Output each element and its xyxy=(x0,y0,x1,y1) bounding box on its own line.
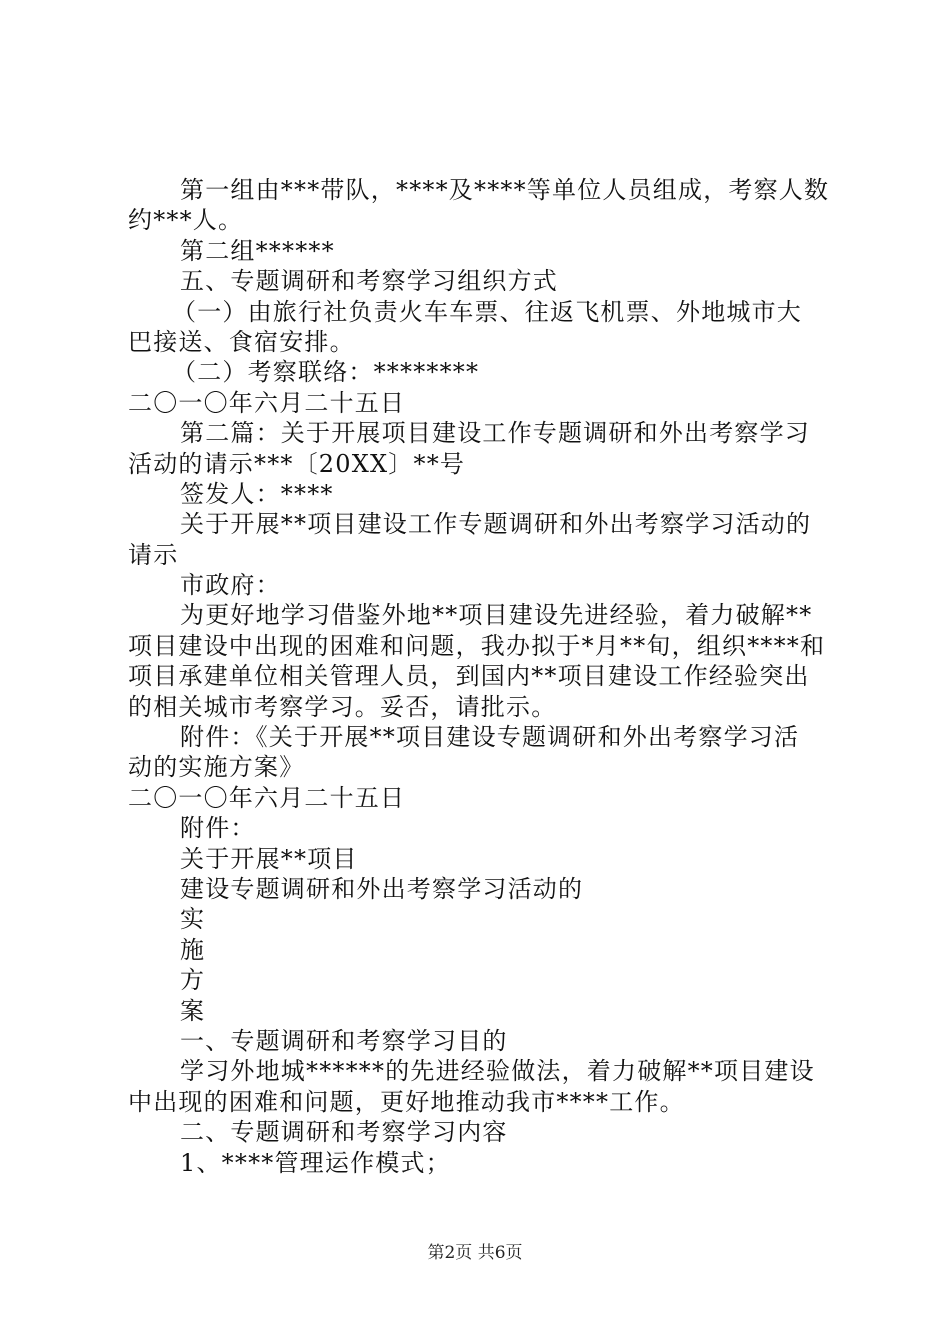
attachment-title: 施 xyxy=(180,935,206,964)
paragraph-line: 项目建设中出现的困难和问题，我办拟于*月**旬，组织****和 xyxy=(128,631,826,660)
attachment-line: 附件：《关于开展**项目建设专题调研和外出考察学习活 xyxy=(180,723,800,752)
attachment-title: 案 xyxy=(180,996,206,1025)
paragraph-line: （一）由旅行社负责火车车票、往返飞机票、外地城市大 xyxy=(172,297,802,326)
document-body xyxy=(128,175,833,1178)
request-title: 关于开展**项目建设工作专题调研和外出考察学习活动的 xyxy=(180,510,812,539)
paragraph-line: （二）考察联络：******** xyxy=(172,358,480,387)
paragraph-line: 巴接送、食宿安排。 xyxy=(128,327,355,356)
paragraph-line: 第二组****** xyxy=(180,236,335,265)
paragraph-line: 学习外地城******的先进经验做法，着力破解**项目建设 xyxy=(180,1057,815,1086)
issuer-line: 签发人：**** xyxy=(180,479,334,508)
attachment-label: 附件： xyxy=(180,814,256,843)
section-heading: 一、专题调研和考察学习目的 xyxy=(180,1026,508,1055)
attachment-line: 动的实施方案》 xyxy=(128,753,305,782)
attachment-title: 方 xyxy=(180,966,206,995)
paragraph-line: 为更好地学习借鉴外地**项目建设先进经验，着力破解** xyxy=(180,601,813,630)
request-title: 请示 xyxy=(128,540,179,569)
date-line: 二〇一〇年六月二十五日 xyxy=(128,388,406,417)
section-heading: 二、专题调研和考察学习内容 xyxy=(180,1118,508,1147)
paragraph-line: 中出现的困难和问题，更好地推动我市****工作。 xyxy=(128,1087,685,1116)
page-number: 第2页 共6页 xyxy=(427,1243,523,1263)
paragraph-line: 的相关城市考察学习。妥否，请批示。 xyxy=(128,692,557,721)
addressee-line: 市政府： xyxy=(180,571,281,600)
chapter-title: 第二篇：关于开展项目建设工作专题调研和外出考察学习 xyxy=(180,419,810,448)
attachment-title: 关于开展**项目 xyxy=(180,844,358,873)
paragraph-line: 项目承建单位相关管理人员，到国内**项目建设工作经验突出 xyxy=(128,662,810,691)
paragraph-line: 约***人。 xyxy=(128,206,244,235)
paragraph-line: 第一组由***带队，****及****等单位人员组成，考察人数 xyxy=(180,176,830,204)
attachment-title: 建设专题调研和外出考察学习活动的 xyxy=(180,874,584,903)
list-item: 1、****管理运作模式； xyxy=(180,1148,451,1177)
date-line: 二〇一〇年六月二十五日 xyxy=(128,783,406,812)
attachment-title: 实 xyxy=(180,905,206,934)
chapter-title: 活动的请示***〔20XX〕**号 xyxy=(128,449,466,478)
section-heading: 五、专题调研和考察学习组织方式 xyxy=(180,267,558,296)
